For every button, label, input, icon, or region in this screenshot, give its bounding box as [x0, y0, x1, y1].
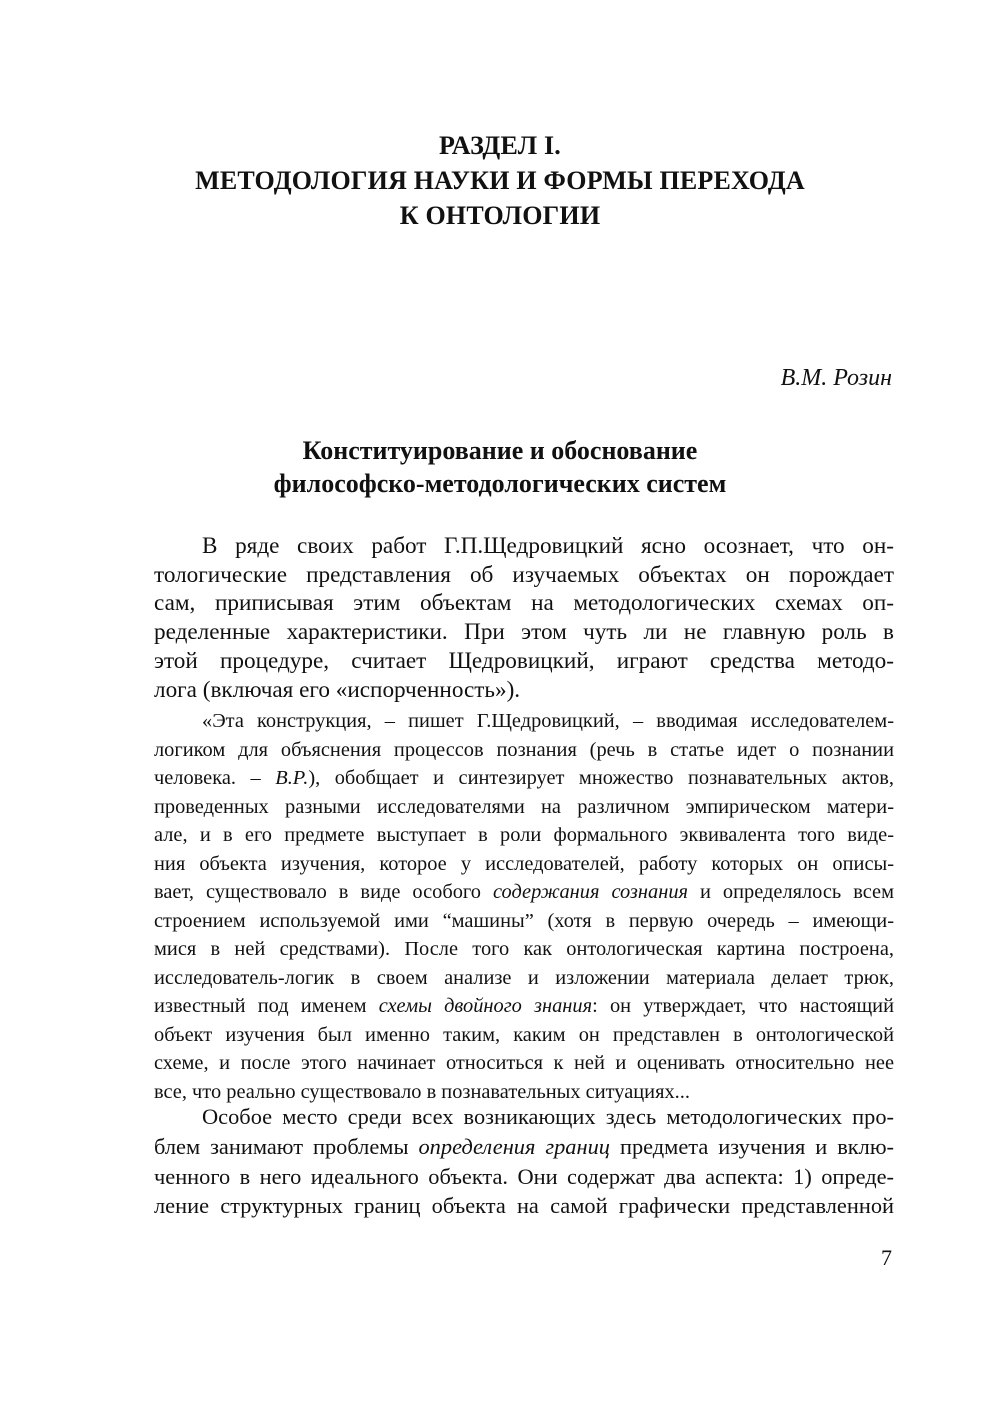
- paragraph-intro: [154, 532, 894, 704]
- text-line: «Эта конструкция, – пишет Г.Щедровицкий, – вводимая исследователем-: [202, 710, 894, 732]
- section-title-line: МЕТОДОЛОГИЯ НАУКИ И ФОРМЫ ПЕРЕХОДА: [195, 166, 805, 195]
- text-line: объект изучения был именно таким, каким он представлен в онтологической: [154, 1023, 894, 1046]
- text-line: логиком для объяснения процессов познания (речь в статье идет о познании: [154, 738, 894, 761]
- article-title: [0, 434, 1000, 500]
- text-line: сам, приписывая этим объектам на методологических схемах оп-: [154, 590, 894, 617]
- text-line: известный под именем схемы двойного знания: он утверждает, что настоящий: [154, 995, 894, 1017]
- italic-term: схемы двойного знания: [378, 995, 593, 1017]
- text-line: лога (включая его «испорченность»).: [154, 676, 521, 703]
- text-line: все, что реально существовало в познавательных ситуациях...: [154, 1080, 690, 1103]
- text-line: схеме, и после этого начинает относиться к ней и оценивать относительно нее: [154, 1052, 894, 1074]
- text-line: ния объекта изучения, которое у исследователей, работу которых он описы-: [154, 852, 894, 875]
- text-line: проведенных разными исследователями на различном эмпирическом матери-: [154, 795, 894, 818]
- article-title-line: Конституирование и обоснование: [302, 436, 698, 465]
- text-line: Особое место среди всех возникающих здесь методологических про-: [202, 1104, 894, 1129]
- text-line: ченного в него идеального объекта. Они содержат два аспекта: 1) опреде-: [154, 1163, 894, 1189]
- text-line: але, и в его предмете выступает в роли формального эквивалента того виде-: [154, 824, 894, 846]
- italic-abbrev: В.Р.: [275, 767, 309, 789]
- section-number: РАЗДЕЛ I.: [439, 131, 561, 160]
- quote-block: [154, 707, 894, 1106]
- section-heading: [0, 128, 1000, 233]
- text-line: человека. – В.Р.), обобщает и синтезирует множество познавательных актов,: [154, 767, 894, 789]
- italic-term: содержания сознания: [493, 881, 688, 903]
- text-line: вает, существовало в виде особого содержания сознания и определялось всем: [154, 881, 894, 903]
- text-line: блем занимают проблемы определения границ предмета изучения и вклю-: [154, 1133, 895, 1159]
- text-line: исследователь-логик в своем анализе и изложении материала делает трюк,: [154, 966, 894, 989]
- italic-term: определения границ: [418, 1133, 610, 1159]
- text-line: мися в ней средствами). После того как онтологическая картина построена,: [154, 938, 894, 960]
- text-line: ление структурных границ объекта на самой графически представленной: [154, 1193, 894, 1219]
- text-line: этой процедуре, считает Щедровицкий, играют средства методо-: [154, 647, 894, 674]
- paragraph-second: [154, 1102, 894, 1221]
- article-title-line: философско-методологических систем: [273, 469, 727, 498]
- text-line: В ряде своих работ Г.П.Щедровицкий ясно осознает, что он-: [202, 533, 894, 559]
- section-title-line: К ОНТОЛОГИИ: [399, 201, 601, 230]
- page-number: 7: [881, 1245, 892, 1270]
- author-name: В.М. Розин: [780, 365, 892, 391]
- text-line: строением используемой ими “машины” (хотя в первую очередь – имеющи-: [154, 909, 894, 932]
- text-line: тологические представления об изучаемых объектах он порождает: [154, 561, 894, 588]
- text-line: ределенные характеристики. При этом чуть ли не главную роль в: [154, 619, 894, 646]
